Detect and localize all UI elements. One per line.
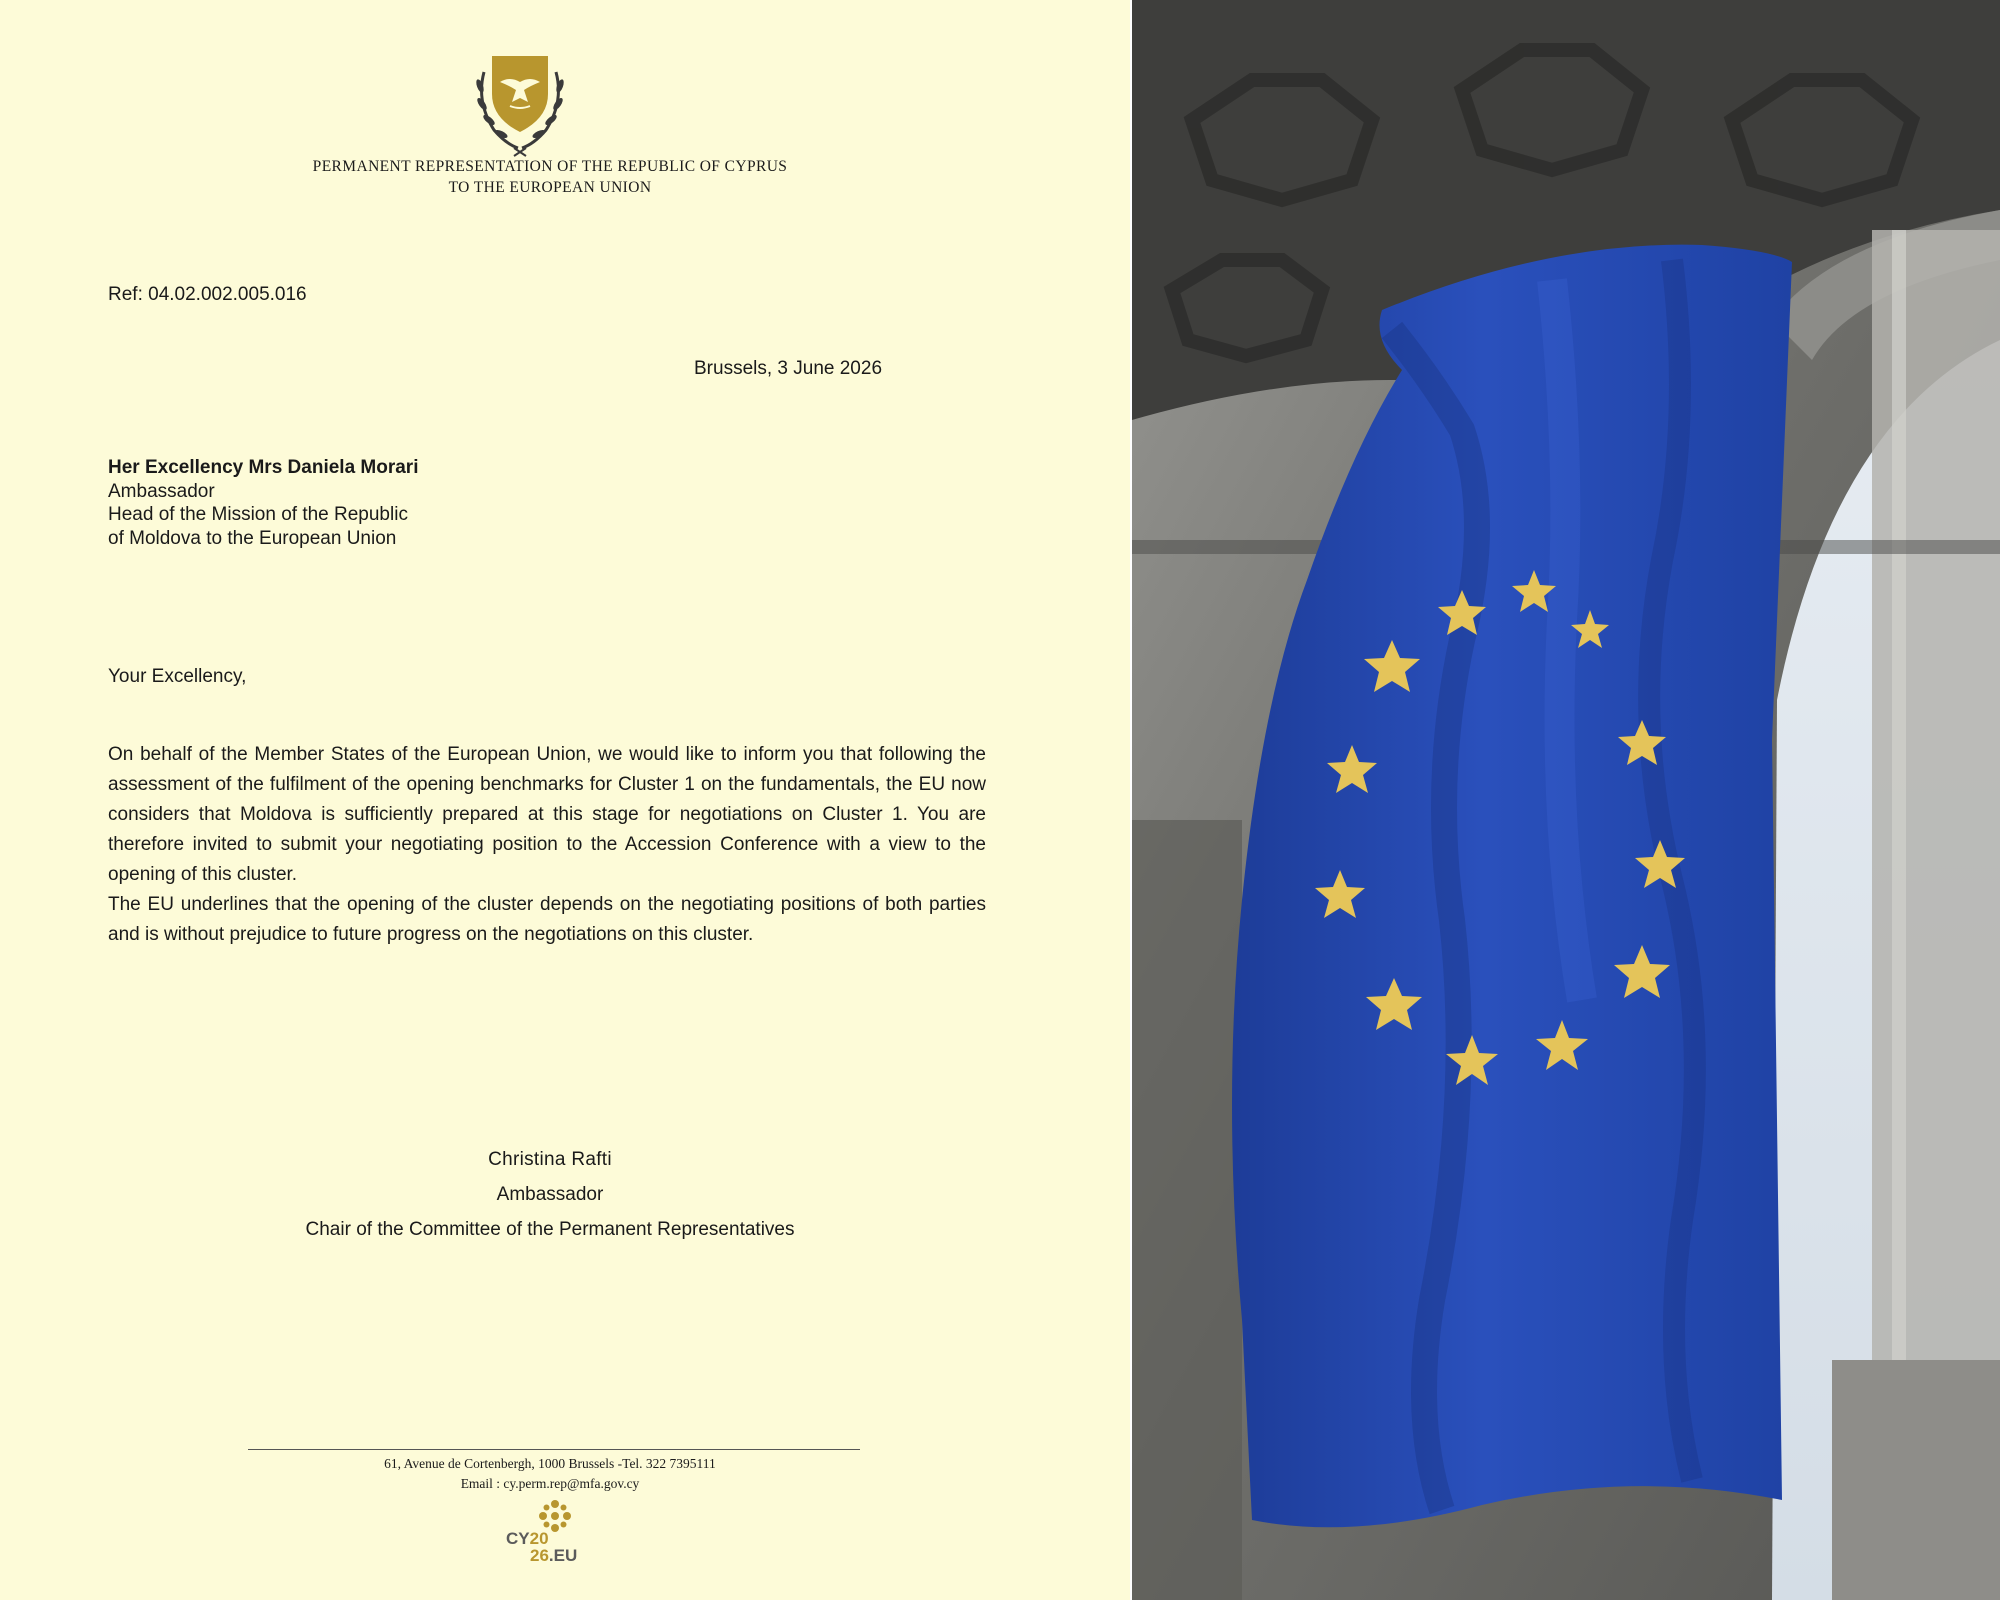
- signatory-title: Ambassador: [496, 1184, 604, 1205]
- footer-address: [200, 1454, 900, 1494]
- signature-block: [220, 1142, 880, 1247]
- recipient-office-line-2: of Moldova to the European Union: [108, 527, 397, 549]
- salutation: Your Excellency,: [108, 666, 247, 687]
- eu-flag-photo: [1132, 0, 2000, 1600]
- letter-date: Brussels, 3 June 2026: [694, 358, 883, 379]
- eu-flag-photo-art: [1132, 0, 2000, 1600]
- logo-year-1: 20: [529, 1529, 549, 1548]
- signatory-role: Chair of the Committee of the Permanent Representatives: [305, 1219, 795, 1240]
- footer-address-line: 61, Avenue de Cortenbergh, 1000 Brussels -Tel. 322 7395111: [384, 1456, 716, 1471]
- institution-name: [200, 156, 900, 198]
- letter-body: [108, 740, 986, 950]
- institution-line-1: PERMANENT REPRESENTATION OF THE REPUBLIC OF CYPRUS: [312, 158, 788, 175]
- body-paragraph-1: On behalf of the Member States of the European Union, we would like to inform you that following the assessment of the fulfilment of the opening benchmarks for Cluster 1 on the fundamentals, the EU now considers that Moldova is sufficiently prepared at this stage for negotiations on Cluster 1. You are therefore invited to submit your negotiating position to the Accession Conference with a view to the opening of this cluster.: [108, 744, 986, 885]
- cyprus-coat-of-arms-icon: [470, 52, 570, 158]
- recipient-office-line-1: Head of the Mission of the Republic: [108, 504, 408, 525]
- body-paragraph-2: The EU underlines that the opening of the cluster depends on the negotiating positions of both parties and is without prejudice to future progress on the negotiations on this cluster.: [108, 894, 986, 945]
- institution-line-2: TO THE EUROPEAN UNION: [448, 179, 652, 196]
- recipient-name: Her Excellency Mrs Daniela Morari: [108, 457, 419, 478]
- reference-number: Ref: 04.02.002.005.016: [108, 284, 307, 305]
- presidency-logo: [506, 1530, 626, 1564]
- recipient-block: [108, 456, 418, 550]
- footer-divider: [248, 1449, 860, 1450]
- logo-eu: .EU: [548, 1546, 578, 1565]
- footer-email: Email : cy.perm.rep@mfa.gov.cy: [460, 1476, 640, 1491]
- signatory-name: Christina Rafti: [488, 1149, 612, 1170]
- logo-cy: CY: [506, 1529, 530, 1548]
- logo-year-2: 26: [530, 1546, 549, 1565]
- recipient-title: Ambassador: [108, 480, 215, 502]
